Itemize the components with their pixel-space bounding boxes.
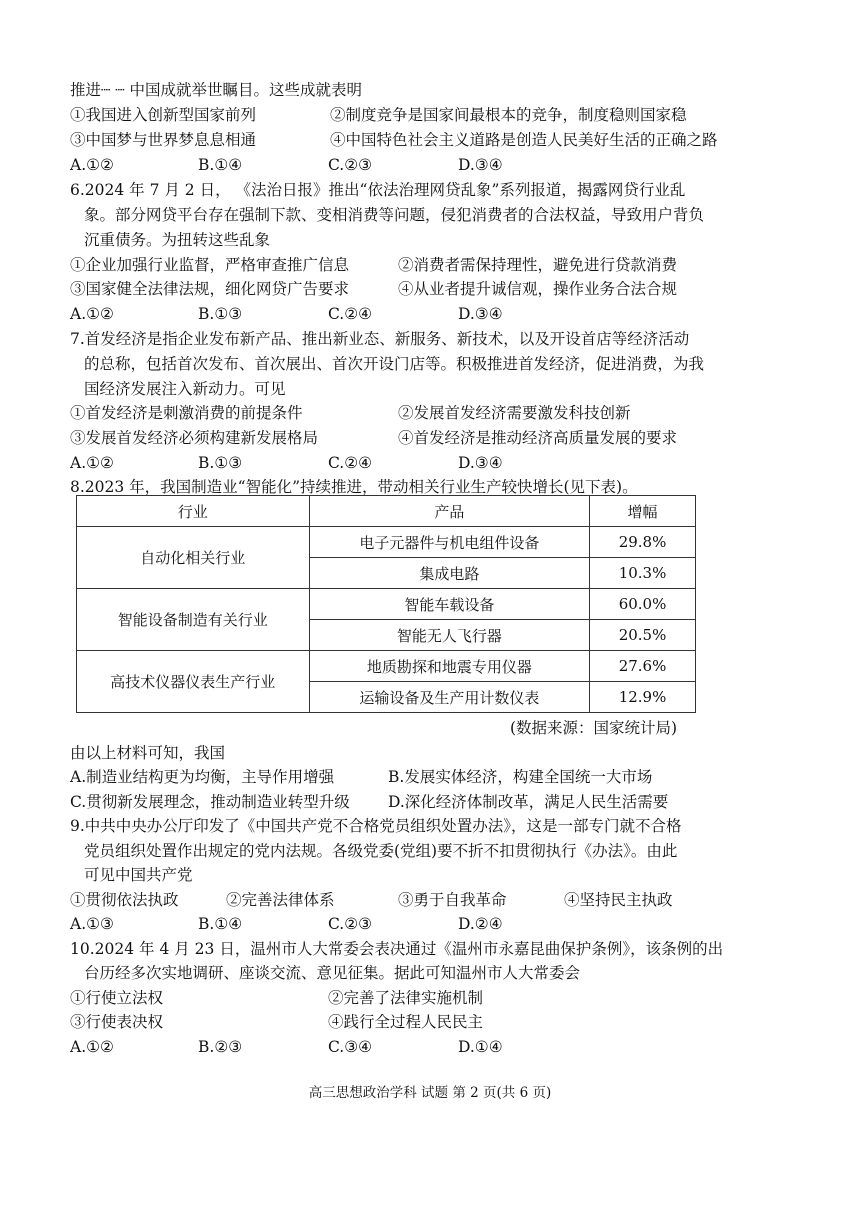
q6-option-d: D.③④ — [458, 305, 503, 323]
growth-cell: 27.6% — [590, 651, 696, 682]
q6-statement-2: ②消费者需保持理性，避免进行贷款消费 — [398, 256, 678, 274]
q7-statement-2: ②发展首发经济需要激发科技创新 — [398, 404, 631, 422]
q6-stem-line-3: 沉重债务。为扭转这些乱象 — [84, 231, 271, 249]
growth-cell: 20.5% — [590, 620, 696, 651]
product-cell: 智能车载设备 — [309, 589, 589, 620]
table-header-row — [77, 496, 696, 527]
q5-option-c: C.②③ — [328, 156, 373, 174]
q5-statement-3: ③中国梦与世界梦息息相通 — [70, 131, 257, 149]
q7-stem-line-3: 国经济发展注入新动力。可见 — [84, 380, 286, 398]
q5-option-b: B.①④ — [198, 156, 243, 174]
header-product: 产品 — [309, 496, 589, 527]
q6-statement-3: ③国家健全法律法规，细化网贷广告要求 — [70, 280, 350, 298]
product-cell: 智能无人飞行器 — [309, 620, 589, 651]
q7-option-c: C.②④ — [328, 454, 373, 472]
growth-cell: 10.3% — [590, 558, 696, 589]
q6-stem-line-2: 象。部分网贷平台存在强制下款、变相消费等问题，侵犯消费者的合法权益，导致用户背负 — [84, 206, 705, 224]
q7-option-a: A.①② — [70, 454, 114, 472]
q10-stem-line-1: 10.2024 年 4 月 23 日，温州市人大常委会表决通过《温州市永嘉昆曲保护条例》，该条例的出 — [70, 940, 724, 958]
product-cell: 地质勘探和地震专用仪器 — [309, 651, 589, 682]
q9-statement-3: ③勇于自我革命 — [398, 891, 507, 909]
q9-statement-2: ②完善法律体系 — [226, 891, 335, 909]
q9-stem-line-1: 9.中共中央办公厅印发了《中国共产党不合格党员组织处置办法》，这是一部专门就不合格 — [70, 817, 682, 835]
industry-cell: 智能设备制造有关行业 — [77, 589, 310, 651]
product-cell: 电子元器件与机电组件设备 — [309, 527, 589, 558]
table-row — [77, 589, 696, 620]
q10-option-d: D.①④ — [458, 1038, 503, 1056]
header-industry: 行业 — [77, 496, 310, 527]
q6-option-c: C.②④ — [328, 305, 373, 323]
product-cell: 运输设备及生产用计数仪表 — [309, 682, 589, 713]
q10-statement-3: ③行使表决权 — [70, 1013, 164, 1031]
q8-option-c: C.贯彻新发展理念，推动制造业转型升级 — [70, 793, 350, 811]
q7-statement-4: ④首发经济是推动经济高质量发展的要求 — [398, 429, 678, 447]
page-footer: 高三思想政治学科 试题 第 2 页(共 6 页) — [308, 1085, 552, 1101]
q8-option-d: D.深化经济体制改革，满足人民生活需要 — [388, 793, 669, 811]
q9-option-a: A.①③ — [70, 915, 114, 933]
q9-option-c: C.②③ — [328, 915, 373, 933]
q9-statement-1: ①贯彻依法执政 — [70, 891, 179, 909]
growth-cell: 12.9% — [590, 682, 696, 713]
q8-option-a: A.制造业结构更为均衡，主导作用增强 — [70, 768, 335, 786]
q6-statement-4: ④从业者提升诚信观，操作业务合法合规 — [398, 280, 678, 298]
header-growth: 增幅 — [590, 496, 696, 527]
q10-statement-4: ④践行全过程人民民主 — [328, 1013, 484, 1031]
table-source-note: (数据来源：国家统计局) — [510, 719, 678, 737]
q7-stem-line-2: 的总称，包括首次发布、首次展出、首次开设门店等。积极推进首发经济，促进消费，为我 — [84, 355, 705, 373]
q9-option-d: D.②④ — [458, 915, 503, 933]
q5-statement-2: ②制度竞争是国家间最根本的竞争，制度稳则国家稳 — [330, 106, 687, 124]
q9-option-b: B.①④ — [198, 915, 243, 933]
q10-option-a: A.①② — [70, 1038, 114, 1056]
q7-option-b: B.①③ — [198, 454, 243, 472]
q7-statement-3: ③发展首发经济必须构建新发展格局 — [70, 429, 319, 447]
q9-stem-line-2: 党员组织处置作出规定的党内法规。各级党委(党组)要不折不扣贯彻执行《办法》。由此 — [84, 842, 678, 860]
q9-statement-4: ④坚持民主执政 — [564, 891, 673, 909]
q7-option-d: D.③④ — [458, 454, 503, 472]
q7-stem-line-1: 7.首发经济是指企业发布新产品、推出新业态、新服务、新技术，以及开设首店等经济活动 — [70, 330, 690, 348]
industry-cell: 高技术仪器仪表生产行业 — [77, 651, 310, 713]
q6-option-b: B.①③ — [198, 305, 243, 323]
q6-option-a: A.①② — [70, 305, 114, 323]
q5-statement-1: ①我国进入创新型国家前列 — [70, 106, 257, 124]
table-row — [77, 651, 696, 682]
table-row — [77, 527, 696, 558]
q6-statement-1: ①企业加强行业监督，严格审查推广信息 — [70, 256, 350, 274]
q5-statement-4: ④中国特色社会主义道路是创造人民美好生活的正确之路 — [330, 131, 718, 149]
q9-stem-line-3: 可见中国共产党 — [84, 866, 193, 884]
q10-option-c: C.③④ — [328, 1038, 373, 1056]
industry-cell: 自动化相关行业 — [77, 527, 310, 589]
q10-option-b: B.②③ — [198, 1038, 243, 1056]
q10-statement-2: ②完善了法律实施机制 — [328, 989, 484, 1007]
growth-cell: 29.8% — [590, 527, 696, 558]
q6-stem-line-1: 6.2024 年 7 月 2 日， 《法治日报》推出“依法治理网贷乱象”系列报道，揭露网贷行业乱 — [70, 181, 686, 199]
q5-option-d: D.③④ — [458, 156, 503, 174]
q8-lead: 由以上材料可知，我国 — [70, 744, 226, 762]
q5-option-a: A.①② — [70, 156, 114, 174]
growth-cell: 60.0% — [590, 589, 696, 620]
q7-statement-1: ①首发经济是刺激消费的前提条件 — [70, 404, 303, 422]
q8-stem: 8.2023 年，我国制造业“智能化”持续推进，带动相关行业生产较快增长(见下表)。 — [70, 478, 638, 496]
q10-statement-1: ①行使立法权 — [70, 989, 164, 1007]
q8-option-b: B.发展实体经济，构建全国统一大市场 — [388, 768, 653, 786]
q5-stem: 推进┈ ┈ 中国成就举世瞩目。这些成就表明 — [70, 81, 363, 99]
growth-table — [76, 495, 696, 713]
q10-stem-line-2: 台历经多次实地调研、座谈交流、意见征集。据此可知温州市人大常委会 — [84, 964, 581, 982]
product-cell: 集成电路 — [309, 558, 589, 589]
